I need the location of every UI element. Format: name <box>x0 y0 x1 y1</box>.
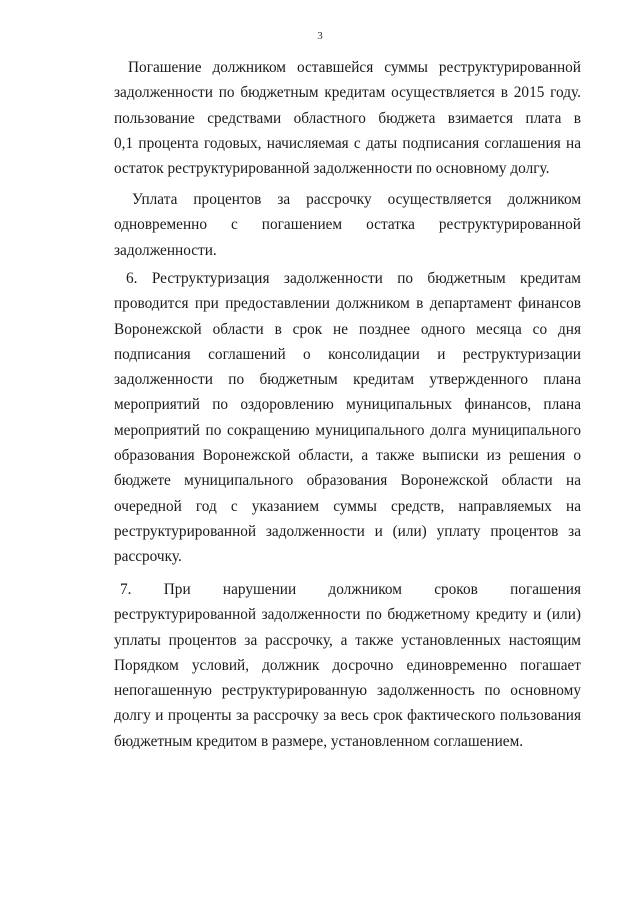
paragraph-line: задолженности по бюджетным кредитам утвержденного плана <box>114 371 581 389</box>
paragraph-1 <box>114 55 581 181</box>
paragraph-line: образования Воронежской области, а также выписки из решения о <box>114 447 581 465</box>
paragraph-line: остаток реструктурированной задолженности по основному долгу. <box>114 160 550 178</box>
paragraph-line: бюджете муниципального образования Воронежской области на <box>114 472 581 490</box>
paragraph-line: 6. Реструктуризация задолженности по бюджетным кредитам <box>126 270 581 287</box>
paragraph-line: уплаты процентов за рассрочку, а также установленных настоящим <box>114 631 581 649</box>
paragraph-line: 0,1 процента годовых, начисляемая с даты подписания соглашения на <box>114 134 581 152</box>
paragraph-line: очередной год с указанием суммы средств, направляемых на <box>114 497 581 515</box>
paragraph-line: бюджетным кредитом в размере, установленном соглашением. <box>114 732 524 750</box>
paragraph-line: Воронежской области в срок не позднее одного месяца со дня <box>114 320 581 338</box>
paragraph-line: проводится при предоставлении должником в департамент финансов <box>114 295 581 313</box>
paragraph-2 <box>114 187 581 263</box>
paragraph-line: задолженности по бюджетным кредитам осуществляется в 2015 году. <box>114 84 581 102</box>
page-number: 3 <box>317 30 323 42</box>
paragraph-line: Уплата процентов за рассрочку осуществляется должником <box>132 191 581 208</box>
paragraph-line: реструктурированной задолженности по бюджетному кредиту и (или) <box>114 606 581 624</box>
paragraph-3 <box>114 266 581 570</box>
paragraph-line: пользование средствами областного бюджета взимается плата в <box>114 109 581 127</box>
paragraph-line: долгу и проценты за рассрочку за весь срок фактического пользования <box>114 707 581 725</box>
paragraph-line: подписания соглашений о консолидации и реструктуризации <box>114 345 581 363</box>
paragraph-line: 7. При нарушении должником сроков погашения <box>120 581 581 598</box>
paragraph-line: Погашение должником оставшейся суммы реструктурированной <box>128 59 581 76</box>
paragraph-4 <box>114 577 581 754</box>
paragraph-line: задолженности. <box>114 241 217 259</box>
paragraph-line: мероприятий по оздоровлению муниципальных финансов, плана <box>114 396 581 414</box>
paragraph-line: рассрочку. <box>114 548 182 566</box>
paragraph-line: Порядком условий, должник досрочно единовременно погашает <box>114 656 581 674</box>
paragraph-line: мероприятий по сокращению муниципального долга муниципального <box>114 421 581 439</box>
paragraph-line: одновременно с погашением остатка реструктурированной <box>114 216 581 234</box>
paragraph-line: непогашенную реструктурированную задолженность по основному <box>114 682 581 700</box>
paragraph-line: реструктурированной задолженности и (или) уплату процентов за <box>114 522 581 540</box>
